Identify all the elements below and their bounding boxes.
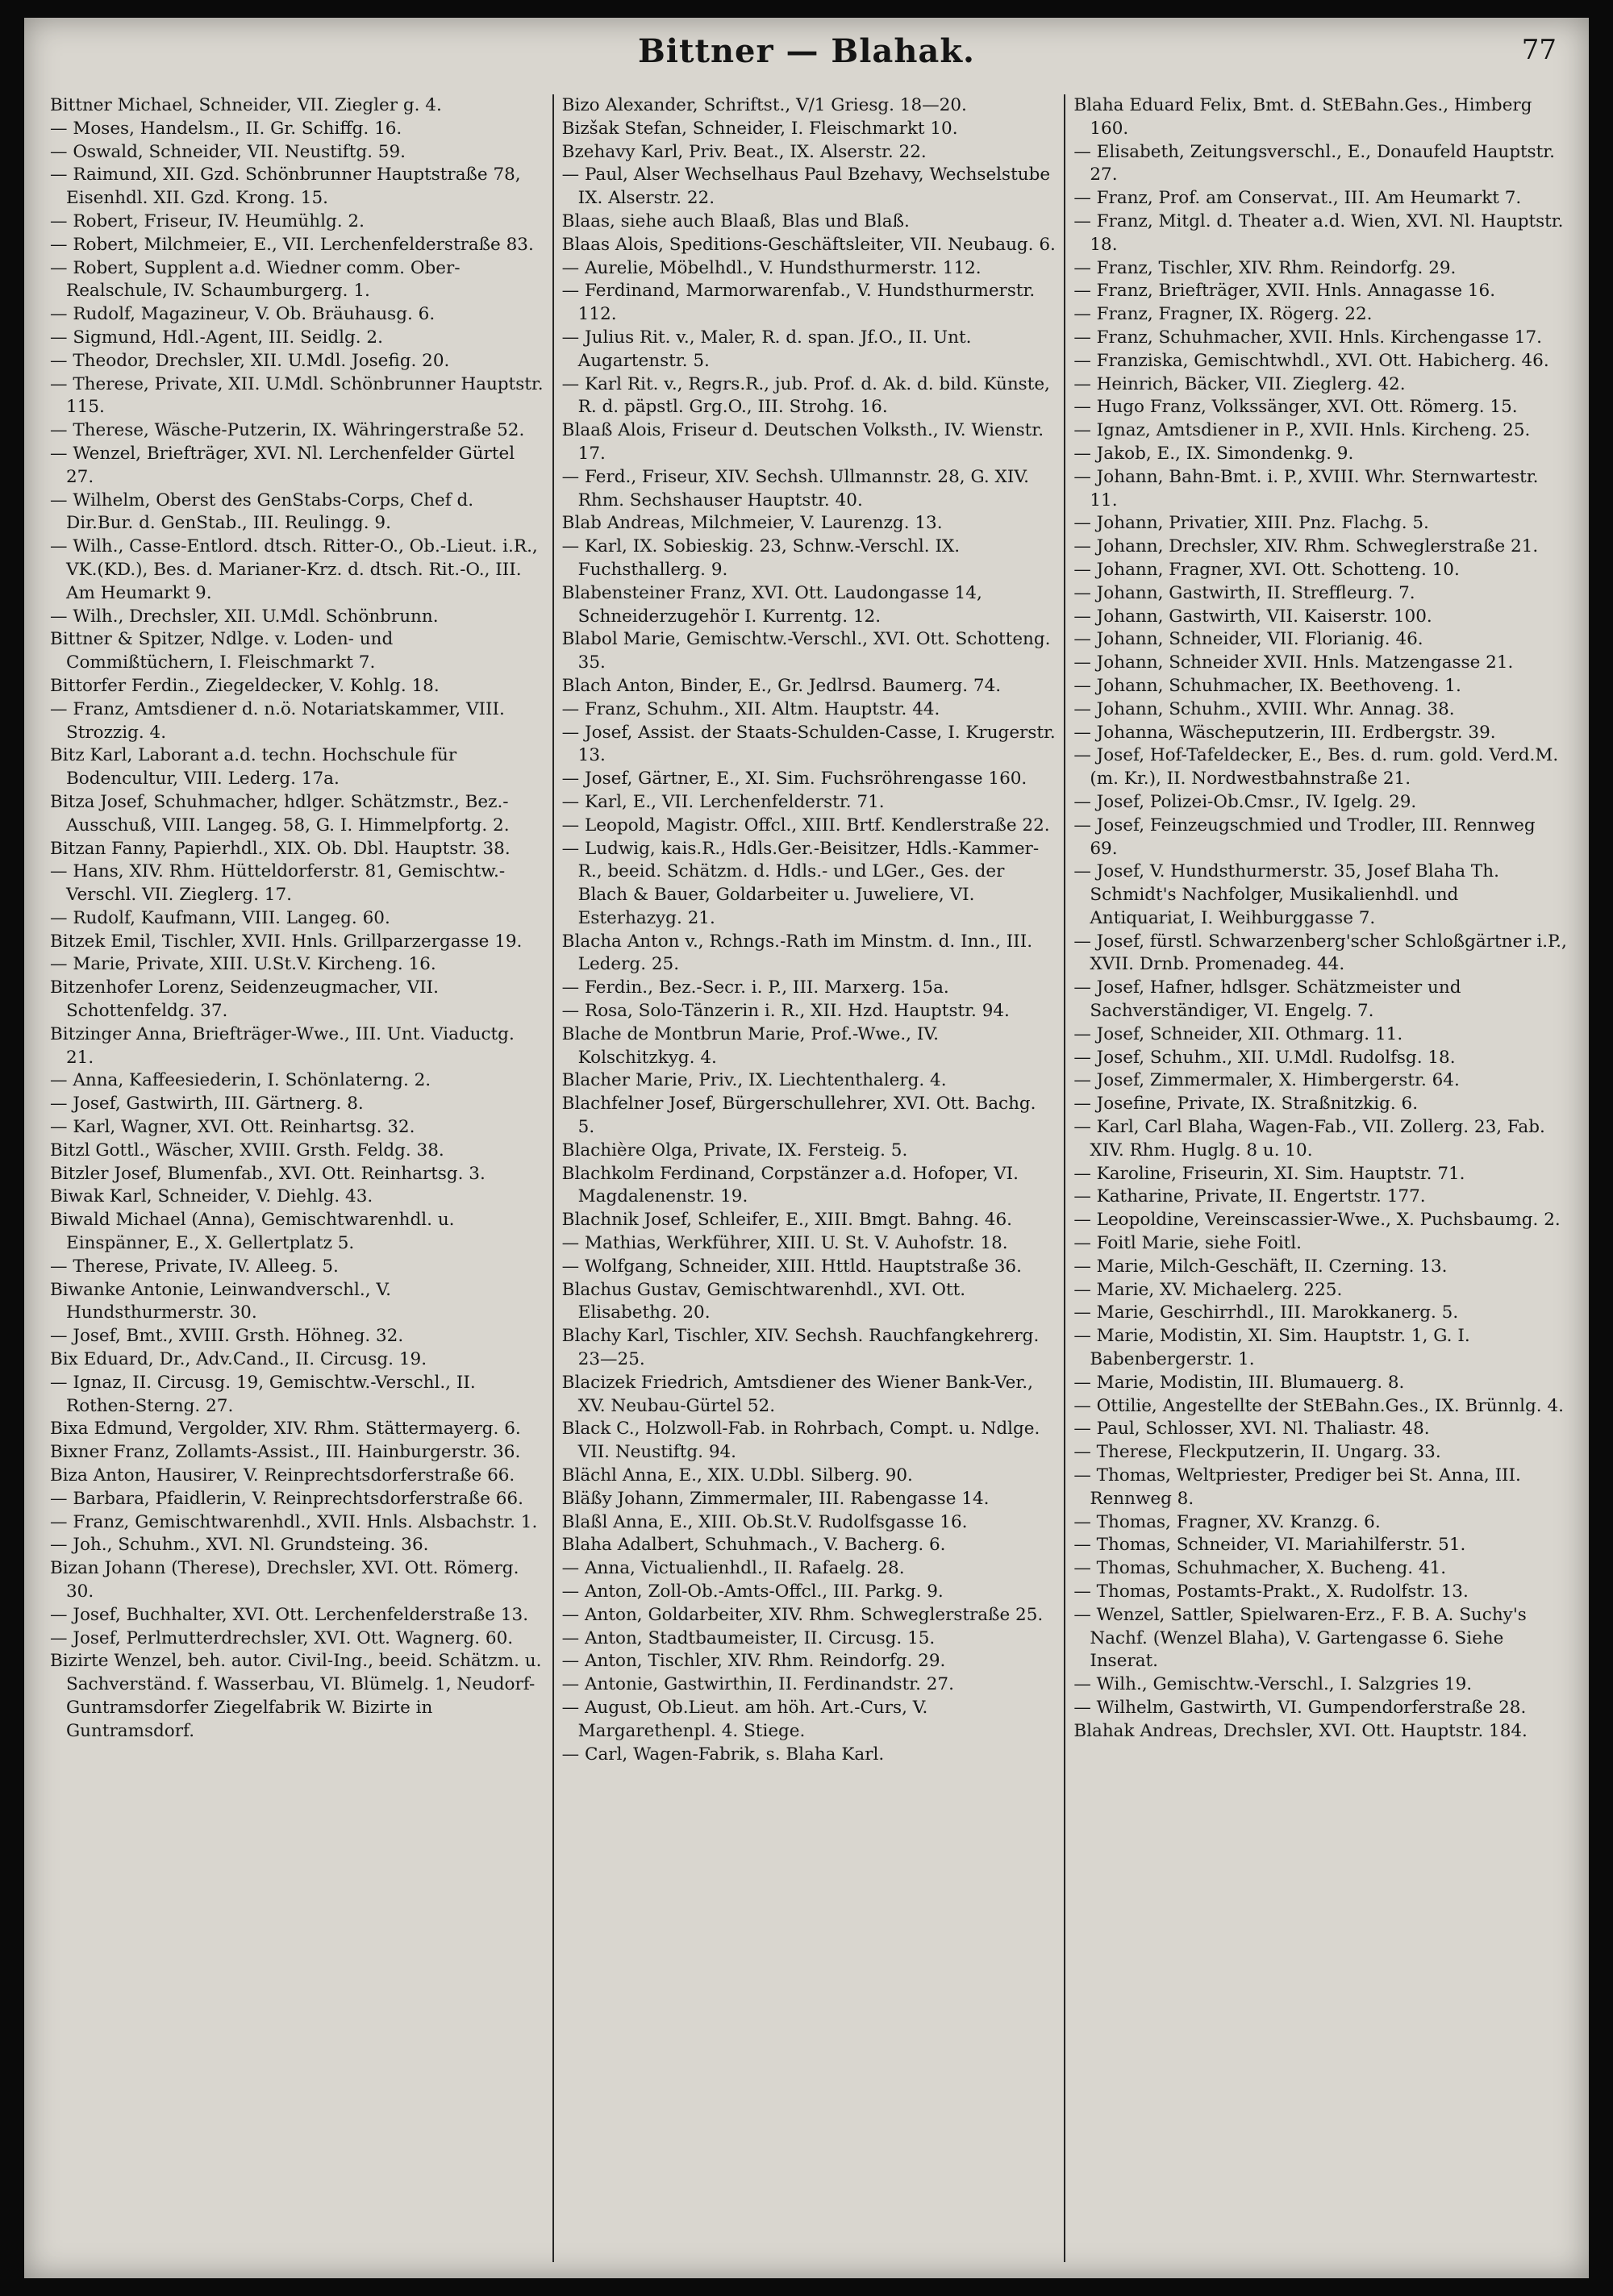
directory-entry: Blachière Olga, Private, IX. Fersteig. 5. (561, 1140, 908, 1161)
directory-entry: — Elisabeth, Zeitungsverschl., E., Donaufeld Hauptstr. 27. (1073, 141, 1556, 185)
directory-entry: Blaas Alois, Speditions-Geschäftsleiter, VII. Neubaug. 6. (561, 234, 1056, 255)
directory-entry: — Rudolf, Magazineur, V. Ob. Bräuhausg. 6. (50, 304, 436, 325)
directory-entry: — Anton, Zoll-Ob.-Amts-Offcl., III. Parkg. 9. (561, 1581, 944, 1602)
directory-entry: Bitzenhofer Lorenz, Seidenzeugmacher, VII. Schottenfeldg. 37. (50, 977, 439, 1022)
directory-entry: Blabol Marie, Gemischtw.-Verschl., XVI. Ott. Schotteng. 35. (561, 629, 1051, 673)
directory-entry: Bixa Edmund, Vergolder, XIV. Rhm. Stättermayerg. 6. (50, 1419, 521, 1440)
directory-entry: Biza Anton, Hausirer, V. Reinprechtsdorferstraße 66. (50, 1465, 515, 1486)
directory-entry: Bitza Josef, Schuhmacher, hdlger. Schätzmstr., Bez.-Ausschuß, VIII. Langeg. 58, G. I. Himmelpfortg. 2. (50, 791, 510, 835)
directory-entry: Bizšak Stefan, Schneider, I. Fleischmarkt 10. (561, 118, 958, 139)
directory-entry: — Ferdinand, Marmorwarenfab., V. Hundsthurmerstr. 112. (561, 281, 1036, 325)
column-1 (42, 94, 554, 2262)
directory-entry: — Mathias, Werkführer, XIII. U. St. V. Auhofstr. 18. (561, 1233, 1008, 1254)
directory-entry: Biwanke Antonie, Leinwandverschl., V. Hundsthurmerstr. 30. (50, 1279, 392, 1323)
directory-entry: Blaßl Anna, E., XIII. Ob.St.V. Rudolfsgasse 16. (561, 1511, 968, 1532)
directory-entry: — Rudolf, Kaufmann, VIII. Langeg. 60. (50, 907, 390, 928)
directory-entry: — Johanna, Wäscheputzerin, III. Erdbergstr. 39. (1073, 722, 1496, 743)
directory-entry: — Karl, IX. Sobieskig. 23, Schnw.-Verschl. IX. Fuchsthallerg. 9. (561, 536, 961, 580)
directory-entry: — Wenzel, Sattler, Spielwaren-Erz., F. B. A. Suchy's Nachf. (Wenzel Blaha), V. Gartengasse 6. Siehe Inserat. (1073, 1604, 1527, 1672)
directory-entry: — Marie, Milch-Geschäft, II. Czerning. 13. (1073, 1256, 1448, 1277)
directory-entry: — Johann, Schneider, VII. Florianig. 46. (1073, 629, 1423, 650)
directory-entry: — Paul, Alser Wechselhaus Paul Bzehavy, Wechselstube IX. Alserstr. 22. (561, 165, 1051, 209)
directory-entry: — Marie, Private, XIII. U.St.V. Kircheng. 16. (50, 954, 436, 975)
directory-entry: — Joh., Schuhm., XVI. Nl. Grundsteing. 36. (50, 1535, 429, 1556)
directory-entry: — Karl, Wagner, XVI. Ott. Reinhartsg. 32. (50, 1117, 415, 1138)
directory-entry: — Johann, Gastwirth, VII. Kaiserstr. 100. (1073, 606, 1432, 627)
directory-entry: — Heinrich, Bäcker, VII. Zieglerg. 42. (1073, 373, 1406, 394)
directory-entry: Blaas, siehe auch Blaaß, Blas und Blaß. (561, 210, 910, 231)
directory-entry: — Robert, Milchmeier, E., VII. Lerchenfelderstraße 83. (50, 234, 534, 255)
directory-entry: — Theodor, Drechsler, XII. U.Mdl. Josefig. 20. (50, 350, 450, 371)
directory-entry: Biwald Michael (Anna), Gemischtwarenhdl. u. Einspänner, E., X. Gellertplatz 5. (50, 1210, 455, 1254)
directory-entry: — Franz, Fragner, IX. Rögerg. 22. (1073, 304, 1373, 325)
directory-entry: Blaha Eduard Felix, Bmt. d. StEBahn.Ges., Himberg 160. (1073, 95, 1532, 139)
directory-entry: — Katharine, Private, II. Engertstr. 177. (1073, 1186, 1426, 1207)
directory-entry: — Hugo Franz, Volkssänger, XVI. Ott. Römerg. 15. (1073, 397, 1518, 418)
directory-entry: — Franz, Mitgl. d. Theater a.d. Wien, XVI. Nl. Hauptstr. 18. (1073, 210, 1564, 255)
directory-entry: — Johann, Bahn-Bmt. i. P., XVIII. Whr. Sternwartestr. 11. (1073, 466, 1539, 510)
directory-entry: — Foitl Marie, siehe Foitl. (1073, 1233, 1302, 1254)
directory-entry: — Josefine, Private, IX. Straßnitzkig. 6. (1073, 1094, 1419, 1115)
directory-entry: — Josef, Polizei-Ob.Cmsr., IV. Igelg. 29. (1073, 791, 1417, 812)
directory-entry: — Wolfgang, Schneider, XIII. Httld. Hauptstraße 36. (561, 1256, 1022, 1277)
directory-entry: — Josef, fürstl. Schwarzenberg'scher Schloßgärtner i.P., XVII. Drnb. Promenadeg. 44. (1073, 931, 1567, 975)
page-number: 77 (1521, 34, 1557, 66)
directory-entry: — Aurelie, Möbelhdl., V. Hundsthurmerstr. 112. (561, 257, 982, 278)
directory-entry: — Josef, Feinzeugschmied und Trodler, III. Rennweg 69. (1073, 815, 1536, 859)
directory-entry: — Sigmund, Hdl.-Agent, III. Seidlg. 2. (50, 327, 383, 348)
directory-page (24, 18, 1589, 2278)
directory-entry: — August, Ob.Lieut. am höh. Art.-Curs, V. Margarethenpl. 4. Stiege. (561, 1697, 928, 1741)
directory-entry: — Jakob, E., IX. Simondenkg. 9. (1073, 443, 1354, 464)
directory-entry: — Marie, Geschirrhdl., III. Marokkanerg. 5. (1073, 1302, 1459, 1323)
directory-entry: — Franz, Schuhm., XII. Altm. Hauptstr. 44. (561, 698, 940, 719)
directory-entry: — Ferdin., Bez.-Secr. i. P., III. Marxerg. 15a. (561, 977, 949, 998)
directory-entry: — Josef, Assist. der Staats-Schulden-Casse, I. Krugerstr. 13. (561, 722, 1056, 766)
directory-entry: Bitzler Josef, Blumenfab., XVI. Ott. Reinhartsg. 3. (50, 1163, 486, 1184)
directory-entry: — Anna, Kaffeesiederin, I. Schönlaterng. 2. (50, 1070, 431, 1091)
directory-entry: — Therese, Fleckputzerin, II. Ungarg. 33. (1073, 1442, 1441, 1463)
directory-entry: — Josef, Schuhm., XII. U.Mdl. Rudolfsg. 18. (1073, 1047, 1456, 1068)
directory-entry: Blachfelner Josef, Bürgerschullehrer, XVI. Ott. Bachg. 5. (561, 1094, 1036, 1138)
directory-entry: — Anton, Goldarbeiter, XIV. Rhm. Schweglerstraße 25. (561, 1604, 1044, 1625)
directory-entry: — Karl Rit. v., Regrs.R., jub. Prof. d. Ak. d. bild. Künste, R. d. päpstl. Grg.O., III. Strohg. 16. (561, 373, 1050, 418)
directory-entry: — Johann, Drechsler, XIV. Rhm. Schweglerstraße 21. (1073, 536, 1539, 557)
directory-entry: Blachkolm Ferdinand, Corpstänzer a.d. Hofoper, VI. Magdalenenstr. 19. (561, 1163, 1019, 1207)
directory-entry: — Josef, V. Hundsthurmerstr. 35, Josef Blaha Th. Schmidt's Nachfolger, Musikalienhdl. und Antiquariat, I. Weihburggasse 7. (1073, 861, 1499, 928)
directory-entry: — Leopoldine, Vereinscassier-Wwe., X. Puchsbaumg. 2. (1073, 1210, 1561, 1231)
column-3 (1065, 94, 1576, 2262)
directory-entry: — Marie, Modistin, III. Blumauerg. 8. (1073, 1372, 1405, 1393)
directory-entry: — Wilhelm, Oberst des GenStabs-Corps, Chef d. Dir.Bur. d. GenStab., III. Reulingg. 9. (50, 490, 474, 534)
directory-entry: Blachnik Josef, Schleifer, E., XIII. Bmgt. Bahng. 46. (561, 1210, 1013, 1231)
directory-entry: — Johann, Fragner, XVI. Ott. Schotteng. 10. (1073, 559, 1460, 580)
directory-entry: — Marie, Modistin, XI. Sim. Hauptstr. 1, G. I. Babenbergerstr. 1. (1073, 1326, 1470, 1370)
directory-entry: — Robert, Supplent a.d. Wiedner comm. Ober-Realschule, IV. Schaumburgerg. 1. (50, 257, 461, 302)
directory-entry: Bittorfer Ferdin., Ziegeldecker, V. Kohlg. 18. (50, 675, 440, 696)
directory-entry: — Therese, Wäsche-Putzerin, IX. Währingerstraße 52. (50, 420, 525, 441)
directory-entry: — Franz, Briefträger, XVII. Hnls. Annagasse 16. (1073, 281, 1496, 302)
directory-entry: — Therese, Private, IV. Alleeg. 5. (50, 1256, 339, 1277)
directory-entry: — Thomas, Postamts-Prakt., X. Rudolfstr. 13. (1073, 1581, 1469, 1602)
directory-entry: — Karoline, Friseurin, XI. Sim. Hauptstr. 71. (1073, 1163, 1465, 1184)
directory-entry: — Thomas, Fragner, XV. Kranzg. 6. (1073, 1511, 1381, 1532)
directory-entry: — Therese, Private, XII. U.Mdl. Schönbrunner Hauptstr. 115. (50, 373, 544, 418)
directory-entry: Bix Eduard, Dr., Adv.Cand., II. Circusg. 19. (50, 1349, 427, 1370)
directory-entry: Blahak Andreas, Drechsler, XVI. Ott. Hauptstr. 184. (1073, 1720, 1528, 1741)
directory-entry: — Josef, Bmt., XVIII. Grsth. Höhneg. 32. (50, 1326, 404, 1347)
directory-entry: Bizo Alexander, Schriftst., V/1 Griesg. 18—20. (561, 95, 967, 115)
page-title: Bittner — Blahak. (638, 32, 975, 70)
directory-entry: — Ottilie, Angestellte der StEBahn.Ges., IX. Brünnlg. 4. (1073, 1395, 1564, 1416)
directory-entry: Bizirte Wenzel, beh. autor. Civil-Ing., beeid. Schätzm. u. Sachverständ. f. Wasserbau, VI. Blümelg. 1, Neudorf-Guntramsdorfer Ziegelfabrik W. Bizirte in Guntramsdorf. (50, 1651, 542, 1741)
directory-entry: — Thomas, Schuhmacher, X. Bucheng. 41. (1073, 1558, 1447, 1579)
directory-entry: — Moses, Handelsm., II. Gr. Schiffg. 16. (50, 118, 402, 139)
directory-entry: — Ignaz, Amtsdiener in P., XVII. Hnls. Kircheng. 25. (1073, 420, 1531, 441)
directory-entry: Bitzek Emil, Tischler, XVII. Hnls. Grillparzergasse 19. (50, 931, 523, 952)
directory-entry: — Franziska, Gemischtwhdl., XVI. Ott. Habicherg. 46. (1073, 350, 1549, 371)
directory-entry: — Josef, Perlmutterdrechsler, XVI. Ott. Wagnerg. 60. (50, 1627, 514, 1648)
directory-entry: — Franz, Amtsdiener d. n.ö. Notariatskammer, VIII. Strozzig. 4. (50, 698, 505, 743)
directory-entry: Blächl Anna, E., XIX. U.Dbl. Silberg. 90. (561, 1465, 913, 1486)
directory-entry: Bittner Michael, Schneider, VII. Ziegler g. 4. (50, 95, 442, 115)
directory-entry: — Antonie, Gastwirthin, II. Ferdinandstr. 27. (561, 1674, 954, 1695)
directory-entry: — Franz, Schuhmacher, XVII. Hnls. Kirchengasse 17. (1073, 327, 1542, 348)
directory-entry: Blachy Karl, Tischler, XIV. Sechsh. Rauchfangkehrerg. 23—25. (561, 1326, 1040, 1370)
directory-entry: Blacher Marie, Priv., IX. Liechtenthalerg. 4. (561, 1070, 947, 1091)
directory-entry: — Josef, Zimmermaler, X. Himbergerstr. 64. (1073, 1070, 1460, 1091)
directory-entry: — Ferd., Friseur, XIV. Sechsh. Ullmannstr. 28, G. XIV. Rhm. Sechshauser Hauptstr. 40. (561, 466, 1029, 510)
directory-entry: — Barbara, Pfaidlerin, V. Reinprechtsdorferstraße 66. (50, 1488, 523, 1509)
directory-entry: — Paul, Schlosser, XVI. Nl. Thaliastr. 48. (1073, 1419, 1430, 1440)
directory-entry: — Josef, Hafner, hdlsger. Schätzmeister und Sachverständiger, VI. Engelg. 7. (1073, 977, 1461, 1022)
directory-entry: — Leopold, Magistr. Offcl., XIII. Brtf. Kendlerstraße 22. (561, 815, 1050, 835)
directory-entry: Bizan Johann (Therese), Drechsler, XVI. Ott. Römerg. 30. (50, 1558, 519, 1602)
directory-entry: — Hans, XIV. Rhm. Hütteldorferstr. 81, Gemischtw.-Verschl. VII. Zieglerg. 17. (50, 861, 506, 906)
directory-entry: — Franz, Tischler, XIV. Rhm. Reindorfg. 29. (1073, 257, 1457, 278)
directory-entry: — Josef, Buchhalter, XVI. Ott. Lerchenfelderstraße 13. (50, 1604, 529, 1625)
directory-entry: — Oswald, Schneider, VII. Neustiftg. 59. (50, 141, 406, 162)
directory-entry: — Robert, Friseur, IV. Heumühlg. 2. (50, 210, 365, 231)
directory-entry: — Franz, Gemischtwarenhdl., XVII. Hnls. Alsbachstr. 1. (50, 1511, 538, 1532)
directory-entry: — Wilh., Casse-Entlord. dtsch. Ritter-O., Ob.-Lieut. i.R., VK.(KD.), Bes. d. Marianer-Krz. d. dtsch. Rit.-O., III. Am Heumarkt 9. (50, 536, 538, 603)
directory-entry: — Rosa, Solo-Tänzerin i. R., XII. Hzd. Hauptstr. 94. (561, 1001, 1010, 1022)
directory-entry: Blacha Anton v., Rchngs.-Rath im Minstm. d. Inn., III. Lederg. 25. (561, 931, 1033, 975)
directory-entry: Bzehavy Karl, Priv. Beat., IX. Alserstr. 22. (561, 141, 927, 162)
directory-entry: — Johann, Schneider XVII. Hnls. Matzengasse 21. (1073, 652, 1514, 673)
directory-entry: — Franz, Prof. am Conservat., III. Am Heumarkt 7. (1073, 188, 1522, 209)
directory-entry: Bitzl Gottl., Wäscher, XVIII. Grsth. Feldg. 38. (50, 1140, 444, 1161)
directory-entry: — Josef, Gastwirth, III. Gärtnerg. 8. (50, 1094, 364, 1115)
directory-entry: Bixner Franz, Zollamts-Assist., III. Hainburgerstr. 36. (50, 1442, 521, 1463)
directory-entry: Bitzan Fanny, Papierhdl., XIX. Ob. Dbl. Hauptstr. 38. (50, 838, 511, 859)
directory-entry: Blach Anton, Binder, E., Gr. Jedlrsd. Baumerg. 74. (561, 675, 1002, 696)
page-header (48, 26, 1565, 90)
directory-entry: — Anton, Tischler, XIV. Rhm. Reindorfg. 29. (561, 1651, 946, 1672)
directory-entry: — Raimund, XII. Gzd. Schönbrunner Hauptstraße 78, Eisenhdl. XII. Gzd. Krong. 15. (50, 165, 521, 209)
directory-entry: Blab Andreas, Milchmeier, V. Laurenzg. 13. (561, 513, 943, 534)
directory-entry: — Wilh., Drechsler, XII. U.Mdl. Schönbrunn. (50, 606, 439, 627)
directory-entry: — Carl, Wagen-Fabrik, s. Blaha Karl. (561, 1744, 885, 1765)
directory-entry: — Anna, Victualienhdl., II. Rafaelg. 28. (561, 1558, 905, 1579)
directory-entry: Blaaß Alois, Friseur d. Deutschen Volksth., IV. Wienstr. 17. (561, 420, 1044, 464)
directory-entry: Black C., Holzwoll-Fab. in Rohrbach, Compt. u. Ndlge. VII. Neustiftg. 94. (561, 1419, 1040, 1463)
directory-entry: Bläßy Johann, Zimmermaler, III. Rabengasse 14. (561, 1488, 990, 1509)
directory-entry: — Josef, Hof-Tafeldecker, E., Bes. d. rum. gold. Verd.M. (m. Kr.), II. Nordwestbahnstraße 21. (1073, 745, 1559, 790)
directory-entry: — Marie, XV. Michaelerg. 225. (1073, 1279, 1343, 1300)
directory-entry: Blabensteiner Franz, XVI. Ott. Laudongasse 14, Schneiderzugehör I. Kurrentg. 12. (561, 582, 982, 627)
directory-entry: — Thomas, Schneider, VI. Mariahilferstr. 51. (1073, 1535, 1466, 1556)
directory-entry: — Anton, Stadtbaumeister, II. Circusg. 15. (561, 1627, 936, 1648)
directory-entry: Biwak Karl, Schneider, V. Diehlg. 43. (50, 1186, 373, 1207)
directory-entry: Blache de Montbrun Marie, Prof.-Wwe., IV. Kolschitzkyg. 4. (561, 1023, 939, 1068)
directory-entry: — Johann, Schuhmacher, IX. Beethoveng. 1. (1073, 675, 1461, 696)
directory-entry: Blacizek Friedrich, Amtsdiener des Wiener Bank-Ver., XV. Neubau-Gürtel 52. (561, 1372, 1033, 1416)
directory-entry: — Ignaz, II. Circusg. 19, Gemischtw.-Verschl., II. Rothen-Sterng. 27. (50, 1372, 476, 1416)
directory-entry: — Josef, Gärtner, E., XI. Sim. Fuchsröhrengasse 160. (561, 769, 1027, 790)
directory-entry: Blaha Adalbert, Schuhmach., V. Bacherg. 6. (561, 1535, 946, 1556)
directory-entry: Bitz Karl, Laborant a.d. techn. Hochschule für Bodencultur, VIII. Lederg. 17a. (50, 745, 457, 790)
directory-entry: Bittner & Spitzer, Ndlge. v. Loden- und Commißtüchern, I. Fleischmarkt 7. (50, 629, 394, 673)
directory-entry: Bitzinger Anna, Briefträger-Wwe., III. Unt. Viaductg. 21. (50, 1023, 515, 1068)
directory-columns (42, 94, 1576, 2262)
directory-entry: — Wilh., Gemischtw.-Verschl., I. Salzgries 19. (1073, 1674, 1473, 1695)
directory-entry: — Johann, Gastwirth, II. Streffleurg. 7. (1073, 582, 1415, 603)
directory-entry: — Thomas, Weltpriester, Prediger bei St. Anna, III. Rennweg 8. (1073, 1465, 1521, 1509)
directory-entry: — Karl, Carl Blaha, Wagen-Fab., VII. Zollerg. 23, Fab. XIV. Rhm. Huglg. 8 u. 10. (1073, 1117, 1545, 1161)
directory-entry: — Julius Rit. v., Maler, R. d. span. Jf.O., II. Unt. Augartenstr. 5. (561, 327, 972, 371)
directory-entry: — Karl, E., VII. Lerchenfelderstr. 71. (561, 791, 885, 812)
directory-entry: Blachus Gustav, Gemischtwarenhdl., XVI. Ott. Elisabethg. 20. (561, 1279, 966, 1323)
directory-entry: — Johann, Privatier, XIII. Pnz. Flachg. 5. (1073, 513, 1429, 534)
directory-entry: — Wilhelm, Gastwirth, VI. Gumpendorferstraße 28. (1073, 1697, 1527, 1718)
directory-entry: — Johann, Schuhm., XVIII. Whr. Annag. 38. (1073, 698, 1455, 719)
column-2 (554, 94, 1066, 2262)
directory-entry: — Ludwig, kais.R., Hdls.Ger.-Beisitzer, Hdls.-Kammer-R., beeid. Schätzm. d. Hdls.- und LGer., Ges. der Blach & Bauer, Goldarbeiter u. Juweliere, VI. Esterhazyg. 21. (561, 838, 1040, 928)
directory-entry: — Josef, Schneider, XII. Othmarg. 11. (1073, 1023, 1403, 1044)
directory-entry: — Wenzel, Briefträger, XVI. Nl. Lerchenfelder Gürtel 27. (50, 443, 515, 487)
